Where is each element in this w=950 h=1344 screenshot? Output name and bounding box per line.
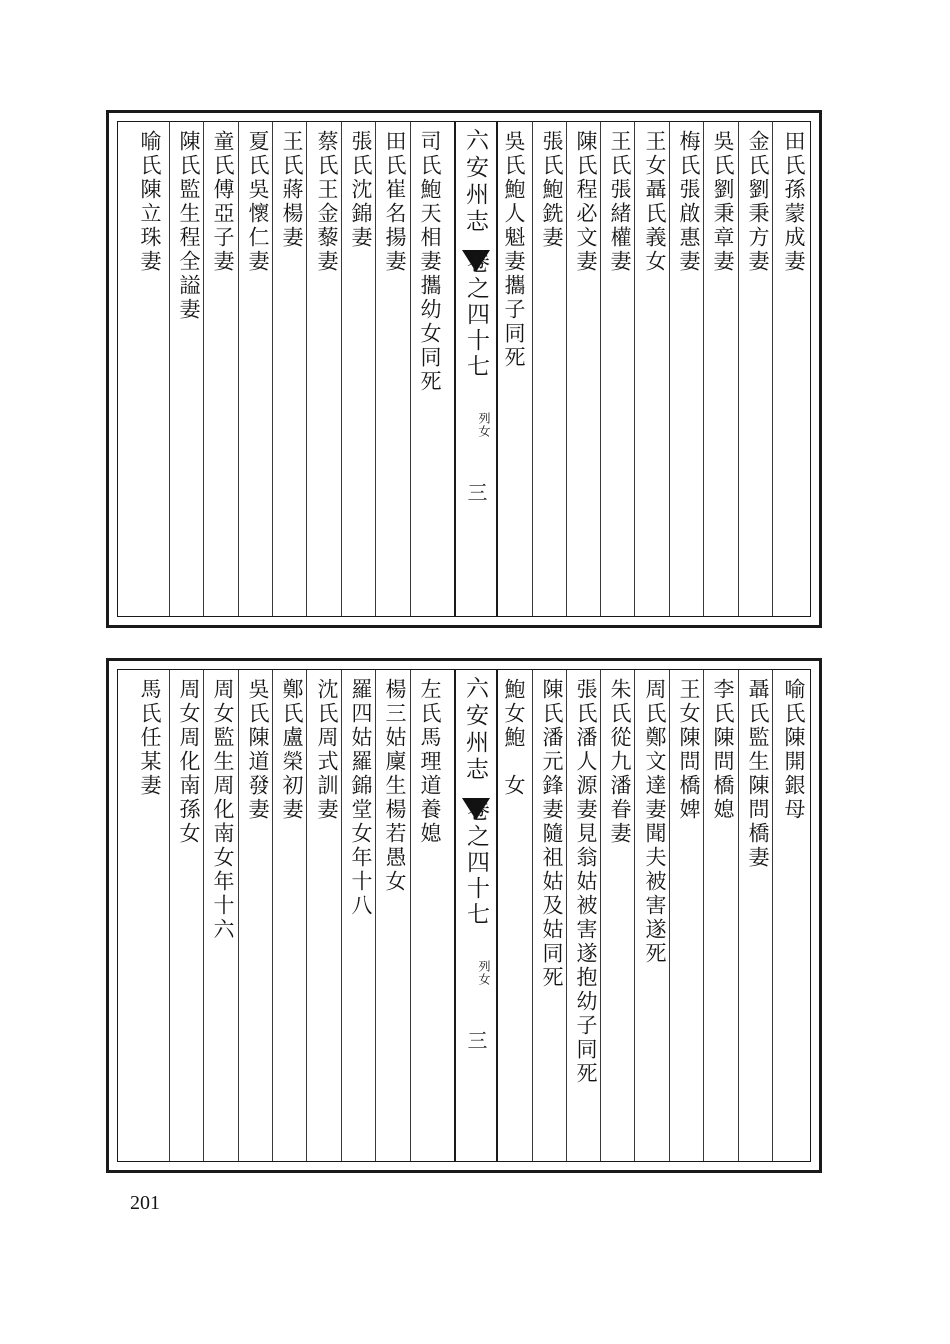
lower-entry-14: 鄭氏盧榮初妻 (280, 678, 304, 822)
lower-entry-5: 周氏鄭文達妻聞夫被害遂死 (643, 678, 667, 966)
lower-page-frame (106, 658, 822, 1173)
lower-entry-4: 王女陳問橋婢 (677, 678, 701, 822)
lower-entry-12: 羅四姑羅錦堂女年十八 (349, 678, 373, 918)
lower-page-inner-border (117, 669, 811, 1162)
lower-entry-2: 聶氏監生陳問橋妻 (746, 678, 770, 870)
upper-entry-13: 蔡氏王金藜妻 (315, 130, 339, 274)
upper-volume: 卷之四十七 (463, 250, 489, 380)
upper-book-title: 六安州志 (462, 128, 488, 236)
lower-book-title: 六安州志 (462, 676, 488, 784)
upper-section: 列女 (477, 412, 491, 438)
upper-entry-18: 喻氏陳立珠妻 (138, 130, 162, 274)
upper-page-inner-border (117, 121, 811, 617)
upper-entry-16: 童氏傅亞子妻 (211, 130, 235, 274)
upper-entry-2: 金氏劉秉方妻 (746, 130, 770, 274)
lower-entry-10: 左氏馬理道養媳 (418, 678, 442, 846)
lower-entry-11: 楊三姑廩生楊若愚女 (383, 678, 407, 894)
upper-entry-3: 吳氏劉秉章妻 (711, 130, 735, 274)
upper-entry-6: 王氏張緒權妻 (608, 130, 632, 274)
lower-entry-18: 馬氏任某妻 (138, 678, 162, 798)
lower-entry-9: 鮑女鮑 女 (502, 678, 526, 798)
upper-entry-5: 王女聶氏義女 (643, 130, 667, 274)
upper-center-header (454, 122, 498, 616)
lower-entry-6: 朱氏從九潘眷妻 (608, 678, 632, 846)
lower-entry-1: 喻氏陳開銀母 (782, 678, 806, 822)
lower-entry-7: 張氏潘人源妻見翁姑被害遂抱幼子同死 (574, 678, 598, 1086)
lower-entry-3: 李氏陳問橋媳 (711, 678, 735, 822)
upper-entry-10: 司氏鮑天相妻攜幼女同死 (418, 130, 442, 394)
lower-entry-13: 沈氏周式訓妻 (315, 678, 339, 822)
lower-entry-8: 陳氏潘元鋒妻隨祖姑及姑同死 (540, 678, 564, 990)
upper-entry-17: 陳氏監生程全謚妻 (177, 130, 201, 322)
page-number: 201 (130, 1192, 160, 1214)
upper-entry-7: 陳氏程必文妻 (574, 130, 598, 274)
lower-center-header (454, 670, 498, 1161)
lower-volume: 卷之四十七 (463, 798, 489, 928)
lower-section: 列女 (477, 960, 491, 986)
upper-entry-14: 王氏蔣楊妻 (280, 130, 304, 250)
lower-entry-15: 吳氏陳道發妻 (246, 678, 270, 822)
upper-entry-8: 張氏鮑銑妻 (540, 130, 564, 250)
upper-entry-4: 梅氏張啟惠妻 (677, 130, 701, 274)
upper-entry-12: 張氏沈錦妻 (349, 130, 373, 250)
lower-entry-16: 周女監生周化南女年十六 (211, 678, 235, 942)
upper-entry-9: 吳氏鮑人魁妻攜子同死 (502, 130, 526, 370)
lower-leaf-number: 三 (464, 1030, 488, 1050)
lower-entry-17: 周女周化南孫女 (177, 678, 201, 846)
upper-page-frame (106, 110, 822, 628)
upper-entry-1: 田氏孫蒙成妻 (782, 130, 806, 274)
upper-leaf-number: 三 (464, 482, 488, 502)
upper-entry-11: 田氏崔名揚妻 (383, 130, 407, 274)
upper-entry-15: 夏氏吳懷仁妻 (246, 130, 270, 274)
